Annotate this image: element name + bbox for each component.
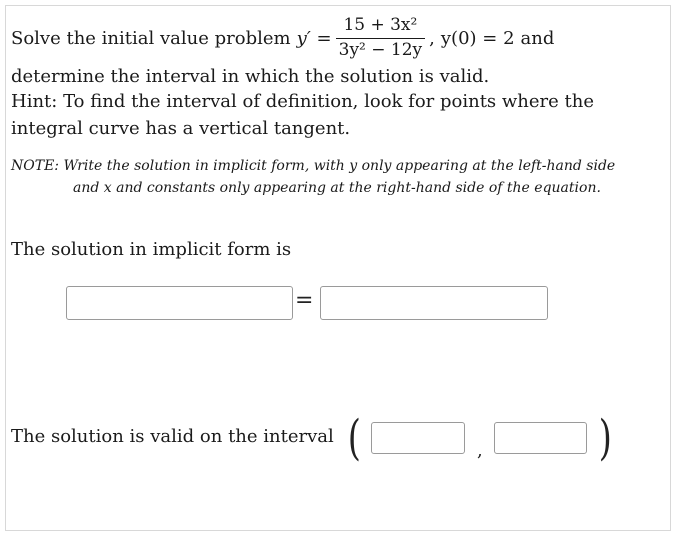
equals-sign: = [295,288,314,313]
note-text [11,155,651,199]
ode-fraction [336,16,426,60]
interval-upper-input[interactable] [494,422,587,454]
initial-condition: y(0) = 2 [440,27,515,49]
problem-intro: Solve the initial value problem [11,27,291,49]
problem-conjunction: and [520,27,555,49]
derivative-lhs: y′ = [296,27,332,49]
interval-comma: , [477,440,483,461]
close-parenthesis: ) [598,410,612,466]
problem-line-2: determine the interval in which the solution is valid. [11,66,490,87]
open-parenthesis: ( [347,410,361,466]
note-line-1: NOTE: Write the solution in implicit form, with y only appearing at the left-hand side [11,158,616,174]
hint-line-2: integral curve has a vertical tangent. [11,118,351,139]
hint-line-1: Hint: To find the interval of definition, look for points where the [11,91,595,112]
implicit-left-input[interactable] [66,286,293,320]
implicit-right-input[interactable] [320,286,548,320]
note-line-2: and x and constants only appearing at the right-hand side of the equation. [73,180,601,196]
interval-label: The solution is valid on the interval [11,426,334,447]
problem-statement [11,14,554,62]
condition-separator: , [429,27,435,49]
fraction-numerator: 15 + 3x² [343,14,418,35]
fraction-denominator: 3y² − 12y [336,38,426,61]
implicit-form-label: The solution in implicit form is [11,239,292,260]
interval-lower-input[interactable] [371,422,465,454]
